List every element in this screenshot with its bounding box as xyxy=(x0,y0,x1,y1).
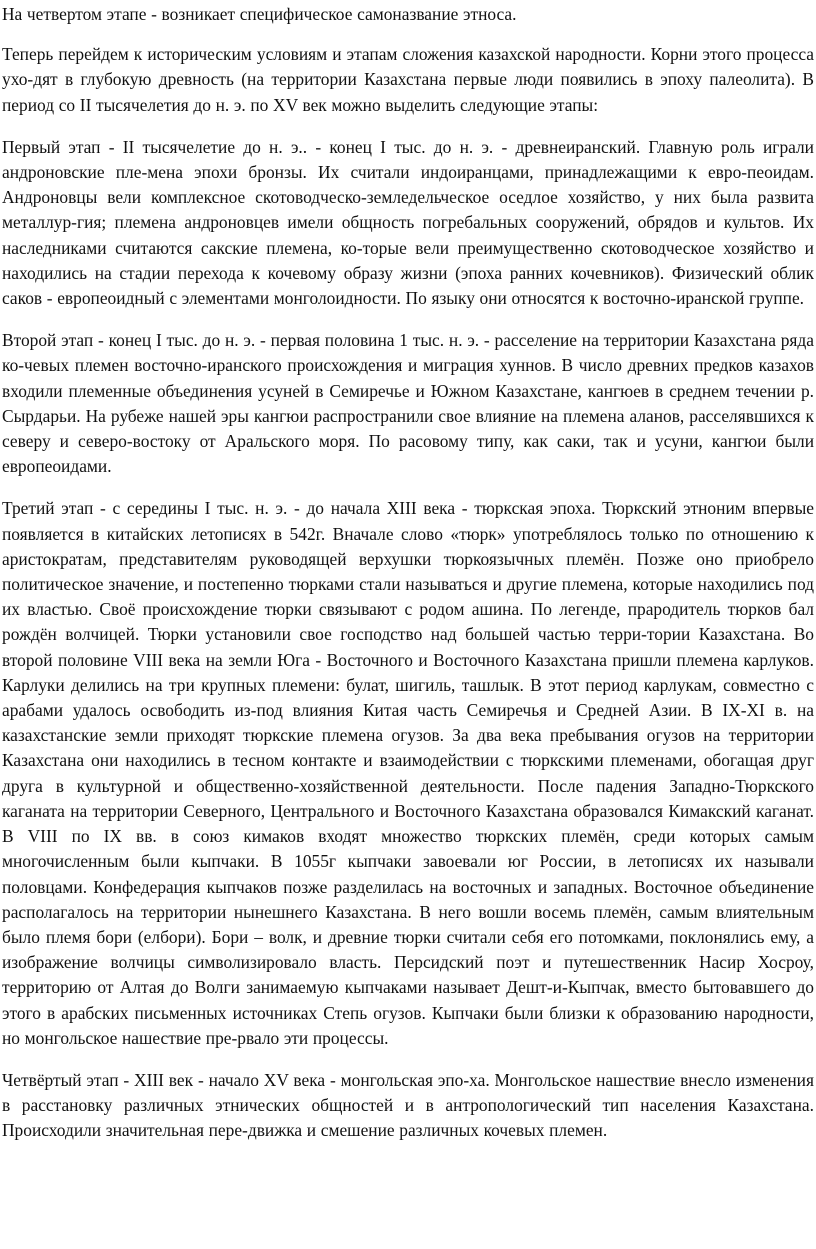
paragraph-stage-four: Четвёртый этап - XIII век - начало XV века - монгольская эпо-ха. Монгольское нашествие внесло изменения в расстановку различных этнических общностей и в антропологический тип населения Казахстана. Происходили значительная пере-движка и смешение различных кочевых племен. xyxy=(2,1069,814,1141)
paragraph-stage-two: Второй этап - конец I тыс. до н. э. - первая половина 1 тыс. н. э. - расселение на территории Казахстана ряда ко-чевых племен восточно-иранского происхождения и миграция хуннов. В число древних предков казахов входили племенные объединения усуней в Семиречье и Южном Казахстане, кангюев в среднем течении р. Сырдарьи. На рубеже нашей эры кангюи распространили свое влияние на племена аланов, расселявшихся к северу и северо-востоку от Аральского моря. По расовому типу, как саки, так и усуни, кангюи были европеоидами. xyxy=(2,330,814,477)
paragraph-stage-three: Третий этап - с середины I тыс. н. э. - до начала XIII века - тюркская эпоха. Тюркский этноним впервые появляется в китайских летописях в 542г. Вначале слово «тюрк» употреблялось только по отношению к аристократам, представителям руководящей верхушки тюркоязычных племён. Позже оно приобрело политическое значение, и постепенно тюрками стали называться и другие племена, которые находились под их властью. Своё происхождение тюрки связывают с родом ашина. По легенде, прародитель тюрков бал рождён волчицей. Тюрки установили свое господство над большей частью терри-тории Казахстана. Во второй половине VIII века на земли Юга - Восточного и Восточного Казахстана пришли племена карлуков. Карлуки делились на три крупных племени: булат, шигиль, ташлык. В этот период карлукам, совместно с арабами удалось освободить из-под влияния Китая часть Семиречья и Средней Азии. В IX-XI в. на казахстанские земли приходят тюркские племена огузов. За два века пребывания огузов на территории Казахстана они находились в тесном контакте и взаимодействии с тюркскими племенами, обогащая друг друга в культурной и общественно-хозяйственной деятельности. После падения Западно-Тюркского каганата на территории Северного, Центрального и Восточного Казахстана образовался Кимакский каганат. В VIII по IX вв. в союз кимаков входят множество тюркских племён, среди которых самым многочисленным были кыпчаки. В 1055г кыпчаки завоевали юг России, в летописях их называли половцами. Конфедерация кыпчаков позже разделилась на восточных и западных. Восточное объединение располагалось на территории нынешнего Казахстана. В него вошли восемь племён, самым влиятельным было племя бори (елбори). Бори – волк, и древние тюрки считали себя его потомками, поклонялись ему, а изображение волчицы символизировало власть. Персидский поэт и путешественник Насир Хосроу, территорию от Алтая до Волги занимаемую кыпчаками называет Дешт-и-Кыпчак, вместо бытовавшего до этого в арабских письменных источниках Степь огузов. Кыпчаки были близки к образованию народности, но монгольское нашествие пре-рвало эти процессы. xyxy=(2,498,814,1048)
paragraph-stage-one: Первый этап - II тысячелетие до н. э.. - конец I тыс. до н. э. - древнеиранский. Главную роль играли андроновские пле-мена эпохи бронзы. Их считали индоиранцами, принадлежащими к евро-пеоидам. Андроновцы вели комплексное скотоводческо-земледельческое оседлое хозяйство, у них была развита металлур-гия; племена андроновцев имели общность погребальных сооружений, обрядов и культов. Их наследниками считаются сакские племена, ко-торые вели преимущественно скотоводческое хозяйство и находились на стадии перехода к кочевому образу жизни (эпоха ранних кочевников). Физический облик саков - европеоидный с элементами монголоидности. По языку они относятся к восточно-иранской группе. xyxy=(2,136,814,309)
paragraph-historical-conditions: Теперь перейдем к историческим условиям и этапам сложения казахской народности. Корни этого процесса ухо-дят в глубокую древность (на территории Казахстана первые люди появились в эпоху палеолита). В период со II тысячелетия до н. э. по XV век можно выделить следующие этапы: xyxy=(2,44,814,115)
paragraph-intro-fourth-stage: На четвертом этапе - возникает специфическое самоназвание этноса. xyxy=(2,4,517,24)
